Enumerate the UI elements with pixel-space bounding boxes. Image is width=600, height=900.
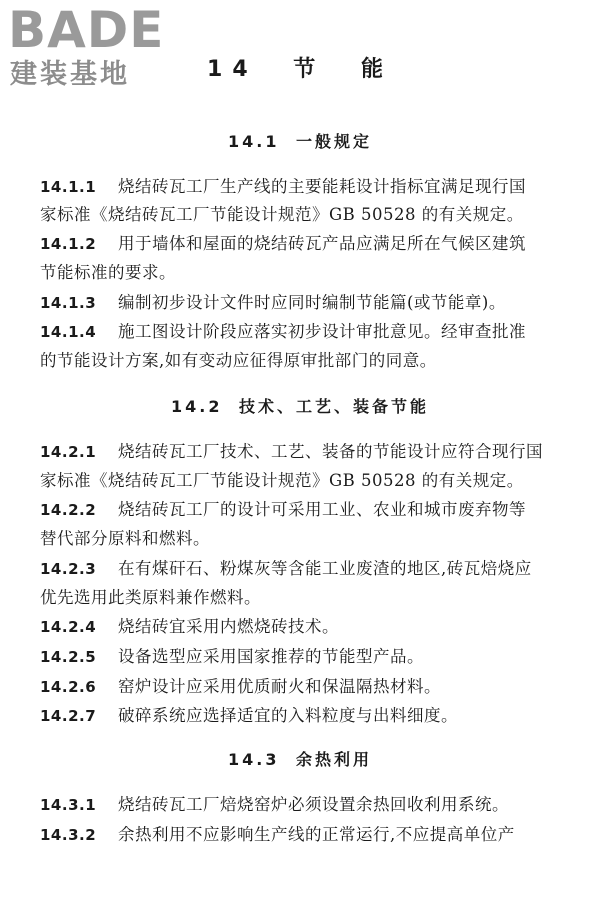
clause-text: 替代部分原料和燃料。 xyxy=(40,529,210,548)
clause-number: 14.2.3 xyxy=(40,560,97,578)
clause-number: 14.2.1 xyxy=(40,443,97,461)
clause-line xyxy=(40,794,570,816)
clause-text: 窑炉设计应采用优质耐火和保温隔热材料。 xyxy=(118,677,441,696)
clause-text: 家标准《烧结砖瓦工厂节能设计规范》GB 50528 的有关规定。 xyxy=(40,205,524,224)
clause-line xyxy=(40,176,570,198)
clause-text: 烧结砖宜采用内燃烧砖技术。 xyxy=(118,617,339,636)
logo-word: BADE xyxy=(8,1,165,59)
clause-line xyxy=(40,676,570,698)
clause-number: 14.1.1 xyxy=(40,178,97,196)
clause-line xyxy=(40,646,570,668)
clause-text: 在有煤矸石、粉煤灰等含能工业废渣的地区,砖瓦焙烧应 xyxy=(118,559,532,578)
clause-line xyxy=(40,441,570,463)
clause-number: 14.2.4 xyxy=(40,618,97,636)
clause-number: 14.2.5 xyxy=(40,648,97,666)
clause-line xyxy=(40,204,570,226)
clause-line xyxy=(40,587,570,609)
clause-text: 家标准《烧结砖瓦工厂节能设计规范》GB 50528 的有关规定。 xyxy=(40,471,524,490)
section-title-14-1: 14.1 一般规定 xyxy=(227,132,373,151)
clause-number: 14.2.2 xyxy=(40,501,97,519)
clause-text: 节能标准的要求。 xyxy=(40,263,176,282)
clause-number: 14.1.3 xyxy=(40,294,97,312)
clause-line xyxy=(40,292,570,314)
clause-line xyxy=(40,262,570,284)
clause-line xyxy=(40,528,570,550)
clause-number: 14.3.1 xyxy=(40,796,97,814)
clause-text: 设备选型应采用国家推荐的节能型产品。 xyxy=(118,647,424,666)
clause-text: 优先选用此类原料兼作燃料。 xyxy=(40,588,261,607)
clause-text: 烧结砖瓦工厂生产线的主要能耗设计指标宜满足现行国 xyxy=(118,177,526,196)
clause-text: 烧结砖瓦工厂技术、工艺、装备的节能设计应符合现行国 xyxy=(118,442,543,461)
clause-line xyxy=(40,233,570,255)
clause-text: 的节能设计方案,如有变动应征得原审批部门的同意。 xyxy=(40,351,437,370)
section-title-14-3: 14.3 余热利用 xyxy=(227,750,373,769)
clause-text: 编制初步设计文件时应同时编制节能篇(或节能章)。 xyxy=(118,293,506,312)
clause-line xyxy=(40,350,570,372)
clause-line xyxy=(40,558,570,580)
clause-line xyxy=(40,616,570,638)
clause-text: 用于墙体和屋面的烧结砖瓦产品应满足所在气候区建筑 xyxy=(118,234,526,253)
clause-text: 破碎系统应选择适宜的入料粒度与出料细度。 xyxy=(118,706,458,725)
clause-text: 施工图设计阶段应落实初步设计审批意见。经审查批准 xyxy=(118,322,526,341)
clause-number: 14.2.7 xyxy=(40,707,97,725)
clause-line xyxy=(40,321,570,343)
clause-number: 14.1.4 xyxy=(40,323,97,341)
clause-line xyxy=(40,705,570,727)
section-title-14-2: 14.2 技术、工艺、装备节能 xyxy=(170,397,430,416)
clause-number: 14.2.6 xyxy=(40,678,97,696)
clause-line xyxy=(40,824,570,846)
clause-text: 烧结砖瓦工厂的设计可采用工业、农业和城市废弃物等 xyxy=(118,500,526,519)
clause-number: 14.1.2 xyxy=(40,235,97,253)
clause-number: 14.3.2 xyxy=(40,826,97,844)
chapter-title: 14 节 能 xyxy=(207,57,393,82)
logo-subtitle: 建装基地 xyxy=(10,59,130,90)
clause-line xyxy=(40,470,570,492)
clause-text: 烧结砖瓦工厂焙烧窑炉必须设置余热回收利用系统。 xyxy=(118,795,509,814)
clause-line xyxy=(40,499,570,521)
clause-text: 余热利用不应影响生产线的正常运行,不应提高单位产 xyxy=(118,825,515,844)
